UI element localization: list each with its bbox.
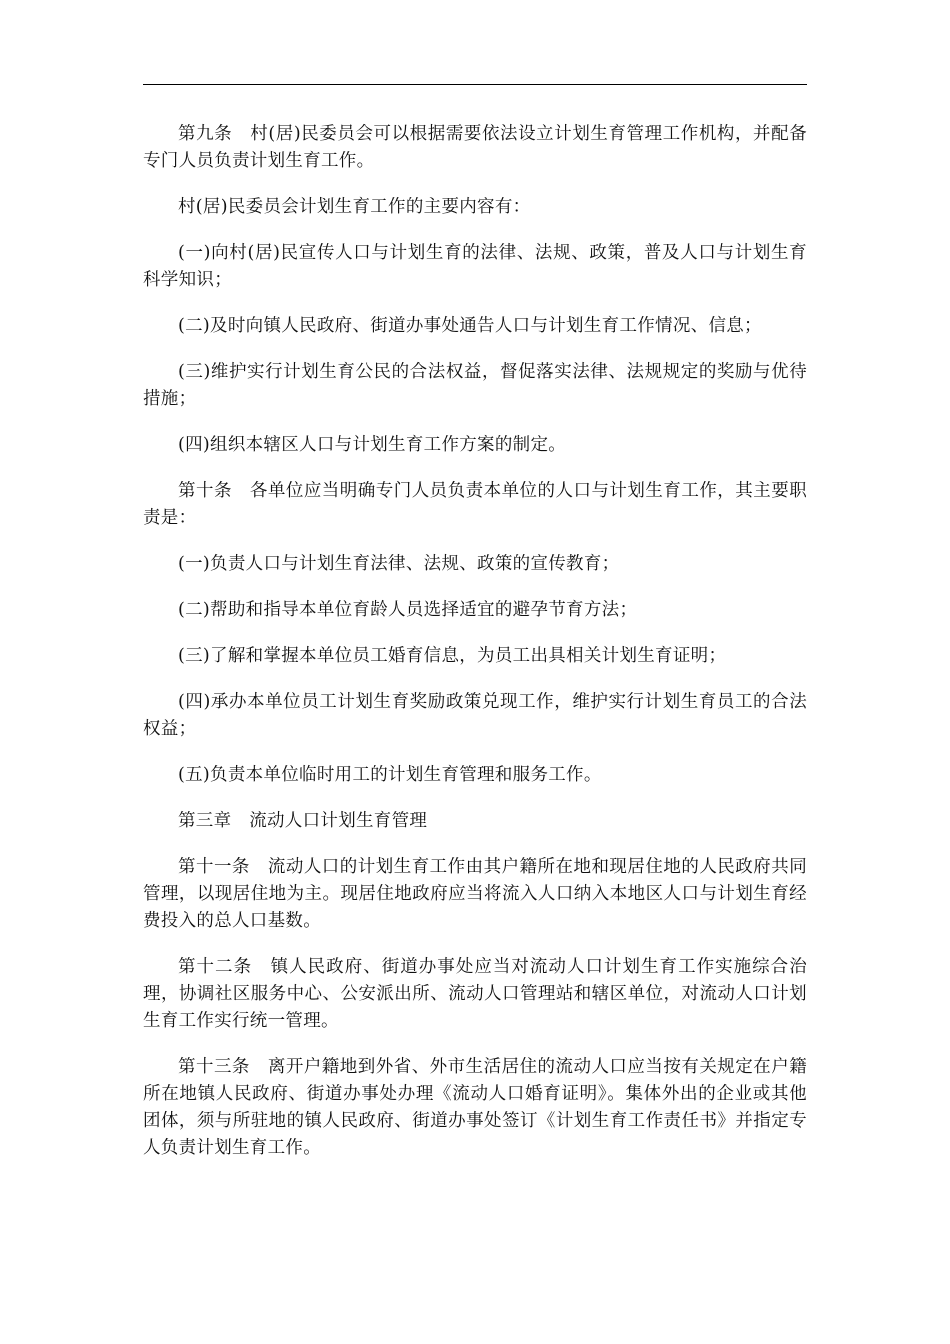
chapter-3-heading: 第三章 流动人口计划生育管理 (178, 811, 428, 831)
article-13-paragraph: 第十三条 离开户籍地到外省、外市生活居住的流动人口应当按有关规定在户籍所在地镇人民政府、街道办事处办理《流动人口婚育证明》。集体外出的企业或其他团体，须与所驻地的镇人民政府、街道办事处签订《计划生育工作责任书》并指定专人负责计划生育工作。 (143, 1057, 807, 1158)
document-body (143, 121, 807, 1181)
committee-duty-3: (三)维护实行计划生育公民的合法权益，督促落实法律、法规规定的奖励与优待措施； (143, 362, 807, 409)
article-10-paragraph: 第十条 各单位应当明确专门人员负责本单位的人口与计划生育工作，其主要职责是： (143, 481, 807, 528)
header-rule (143, 84, 807, 85)
unit-duty-5: (五)负责本单位临时用工的计划生育管理和服务工作。 (178, 765, 602, 785)
article-12-paragraph: 第十二条 镇人民政府、街道办事处应当对流动人口计划生育工作实施综合治理，协调社区服务中心、公安派出所、流动人口管理站和辖区单位，对流动人口计划生育工作实行统一管理。 (143, 957, 807, 1031)
committee-duty-1: (一)向村(居)民宣传人口与计划生育的法律、法规、政策，普及人口与计划生育科学知识； (143, 243, 807, 290)
article-11-paragraph: 第十一条 流动人口的计划生育工作由其户籍所在地和现居住地的人民政府共同管理，以现居住地为主。现居住地政府应当将流入人口纳入本地区人口与计划生育经费投入的总人口基数。 (143, 857, 807, 931)
unit-duty-4: (四)承办本单位员工计划生育奖励政策兑现工作，维护实行计划生育员工的合法权益； (143, 692, 807, 739)
unit-duty-2: (二)帮助和指导本单位育龄人员选择适宜的避孕节育方法； (178, 600, 638, 620)
committee-duty-2: (二)及时向镇人民政府、街道办事处通告人口与计划生育工作情况、信息； (178, 316, 762, 336)
unit-duty-3: (三)了解和掌握本单位员工婚育信息，为员工出具相关计划生育证明； (178, 646, 727, 666)
committee-duties-intro: 村(居)民委员会计划生育工作的主要内容有： (178, 197, 531, 217)
unit-duty-1: (一)负责人口与计划生育法律、法规、政策的宣传教育； (178, 554, 620, 574)
article-9-paragraph: 第九条 村(居)民委员会可以根据需要依法设立计划生育管理工作机构，并配备专门人员负责计划生育工作。 (143, 124, 807, 171)
committee-duty-4: (四)组织本辖区人口与计划生育工作方案的制定。 (178, 435, 567, 455)
